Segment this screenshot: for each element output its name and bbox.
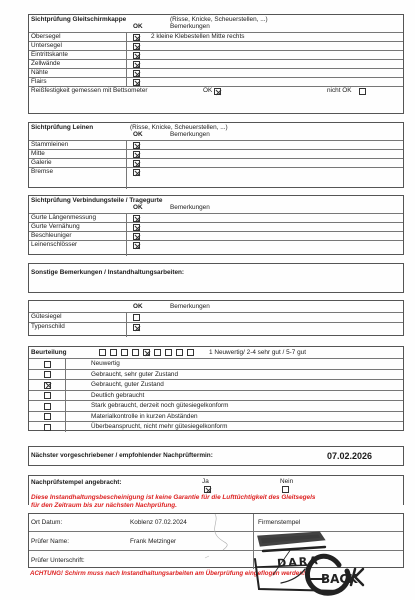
scale-checkbox[interactable] [99, 349, 106, 356]
pruefer-value: Frank Metzinger [130, 538, 177, 545]
assessment-option-label: Materialkontrolle in kurzen Abständen [91, 412, 198, 420]
assessment-checkbox[interactable] [44, 424, 51, 431]
checkbox-ok[interactable] [133, 169, 140, 176]
checkbox-ok[interactable] [133, 43, 140, 50]
scale-checkbox[interactable] [110, 349, 117, 356]
canopy-title: Sichtprüfung Gleitschirmkappe [31, 16, 127, 23]
lines-ok-header: OK [133, 131, 143, 138]
assessment-option-label: Neuwertig [91, 360, 120, 368]
next-date-label: Nächster vorgeschriebener / empfohlender Nachprüftermin: [31, 452, 213, 459]
risers-ok-header: OK [133, 204, 143, 211]
checkbox-ok[interactable] [133, 215, 140, 222]
strength-ok-label: OK [203, 87, 213, 95]
row-label: Nähte [31, 69, 49, 77]
row-label: Flairs [31, 78, 47, 86]
stamp-yes-checkbox[interactable] [204, 486, 211, 493]
row-label: Gurte Vernähung [31, 223, 80, 231]
stamp-no-label: Nein [280, 478, 294, 485]
section-seal [28, 300, 404, 336]
row-label: Obersegel [31, 33, 61, 41]
seal-row [29, 312, 403, 322]
section-risers [28, 195, 404, 255]
canopy-ok-header: OK [133, 23, 143, 30]
assessment-checkbox[interactable] [44, 361, 51, 368]
handwritten-signature [175, 510, 255, 570]
section-canopy [28, 14, 404, 114]
checkbox-ok[interactable] [133, 61, 140, 68]
section-next-date [28, 446, 404, 466]
row-label: Leinenschlösser [31, 241, 78, 249]
checkbox-ok[interactable] [133, 52, 140, 59]
company-stamp-label: Firmenstempel [258, 519, 301, 526]
row-label: Beschleuniger [31, 232, 72, 240]
warning-achtung: ACHTUNG! Schirm muss nach Instandhaltungsarbeiten am Überprüfung eingeflogen werden! [30, 570, 306, 577]
ort-label: Ort Datum: [31, 519, 63, 526]
lines-note: (Risse, Knicke, Scheuerstellen, ...) [130, 124, 228, 131]
assessment-title: Beurteilung [31, 349, 67, 356]
scale-checkbox[interactable] [165, 349, 172, 356]
next-date-value: 07.02.2026 [327, 450, 373, 461]
checkbox-ok[interactable] [133, 233, 140, 240]
checkbox-ok[interactable] [133, 142, 140, 149]
row-label: Galerie [31, 159, 52, 167]
stamp-text-1: DARA [276, 554, 321, 570]
checkbox-ok[interactable] [133, 151, 140, 158]
assessment-checkbox[interactable] [44, 371, 51, 378]
strength-notok-label: nicht OK [327, 87, 352, 95]
strength-ok-checkbox[interactable] [214, 88, 221, 95]
assessment-row [29, 421, 403, 433]
stamp-text-2: BACK [321, 572, 358, 586]
row-label: Gurte Längenmessung [31, 214, 97, 222]
stamp-yes-label: Ja [202, 478, 209, 485]
strength-row [29, 86, 403, 96]
scale-checkbox[interactable] [143, 349, 150, 356]
checkbox-ok[interactable] [133, 224, 140, 231]
assessment-option-label: Stark gebraucht, derzeit noch gütesiegelkonform [91, 402, 229, 410]
assessment-option-label: Gebraucht, guter Zustand [91, 381, 164, 389]
assessment-checkbox[interactable] [44, 392, 51, 399]
assessment-option-label: Überbeansprucht, nicht mehr gütesiegelkonform [91, 423, 228, 431]
row-label: Mitte [31, 150, 45, 158]
strength-notok-checkbox[interactable] [359, 88, 366, 95]
lines-remarks-header: Bemerkungen [170, 131, 210, 138]
warning-line-1: Diese Instandhaltungsbescheinigung ist keine Garantie für die Lufttüchtigkeit des Gleitsegels [31, 494, 316, 501]
row-label: Untersegel [31, 42, 62, 50]
scale-checkbox[interactable] [132, 349, 139, 356]
ort-value: Koblenz 07.02.2024 [130, 519, 187, 526]
stamp-label: Nachprüfstempel angebracht: [31, 479, 122, 486]
assessment-checkbox[interactable] [44, 403, 51, 410]
row-label: Stammleinen [31, 141, 69, 149]
seal-row [29, 322, 403, 332]
scale-checkbox[interactable] [154, 349, 161, 356]
lines-row [29, 167, 403, 177]
canopy-note: (Risse, Knicke, Scheuerstellen, ...) [170, 16, 268, 23]
section-lines [28, 122, 404, 188]
risers-title: Sichtprüfung Verbindungsteile / Tragegurte [31, 197, 163, 204]
stamp-no-checkbox[interactable] [282, 486, 289, 493]
risers-remarks-header: Bemerkungen [170, 204, 210, 211]
section-stamp [28, 475, 404, 509]
canopy-remarks-header: Bemerkungen [170, 23, 210, 30]
checkbox-ok[interactable] [133, 324, 140, 331]
assessment-scale-text: 1 Neuwertig/ 2-4 sehr gut / 5-7 gut [209, 349, 306, 356]
row-label: Gütesiegel [31, 313, 62, 321]
risers-row [29, 240, 403, 250]
scale-checkbox[interactable] [176, 349, 183, 356]
remarks-title: Sonstige Bemerkungen / Instandhaltungsarbeiten: [31, 269, 185, 276]
checkbox-ok[interactable] [133, 79, 140, 86]
seal-ok-header: OK [133, 303, 143, 310]
row-label: Eintrittskante [31, 51, 68, 59]
checkbox-ok[interactable] [133, 70, 140, 77]
strength-label: Reißfestigkeit gemessen mit Bettsometer [31, 87, 148, 95]
assessment-checkbox[interactable] [44, 413, 51, 420]
scale-checkbox[interactable] [187, 349, 194, 356]
company-stamp [251, 519, 415, 600]
section-remarks [28, 263, 404, 293]
row-label: Zellwände [31, 60, 61, 68]
row-label: Typenschild [31, 323, 65, 331]
scale-checkbox[interactable] [121, 349, 128, 356]
assessment-option-label: Deutlich gebraucht [91, 391, 145, 399]
warning-line-2: für den Zeitraum bis zur nächsten Nachprüfung. [31, 502, 177, 509]
assessment-checkbox[interactable] [44, 382, 51, 389]
assessment-option-label: Gebraucht, sehr guter Zustand [91, 370, 179, 378]
pruefer-label: Prüfer Name: [31, 538, 70, 545]
checkbox-ok[interactable] [133, 34, 140, 41]
checkbox-ok[interactable] [133, 314, 140, 321]
signature-label: Prüfer Unterschrift: [31, 557, 85, 564]
seal-remarks-header: Bemerkungen [170, 303, 210, 310]
checkbox-ok[interactable] [133, 242, 140, 249]
row-label: Bremse [31, 168, 54, 176]
checkbox-ok[interactable] [133, 160, 140, 167]
lines-title: Sichtprüfung Leinen [31, 124, 94, 131]
section-assessment [28, 346, 404, 431]
remark-text: 2 kleine Klebestellen Mitte rechts [151, 33, 245, 41]
